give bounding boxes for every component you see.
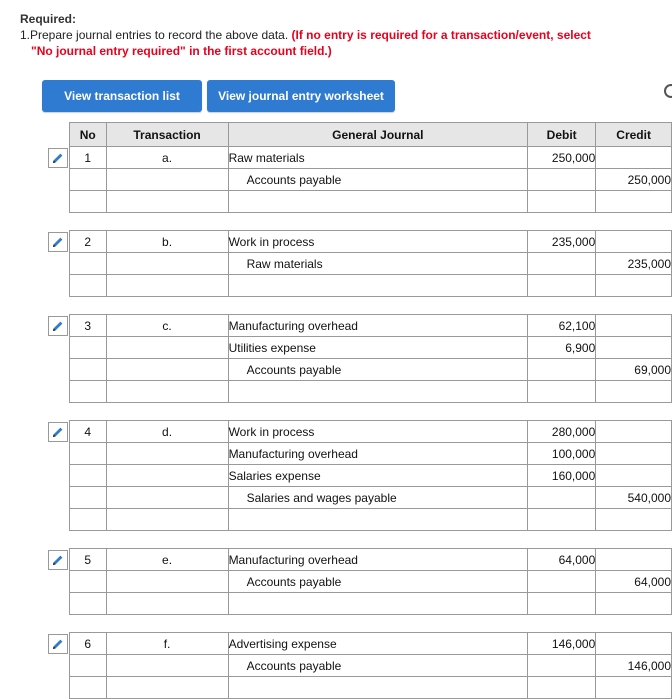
blank-cell[interactable] — [228, 191, 528, 213]
account-field[interactable]: Raw materials — [228, 147, 528, 169]
table-row — [70, 147, 672, 169]
credit-field[interactable]: 250,000 — [596, 169, 672, 191]
debit-field[interactable] — [528, 571, 596, 593]
debit-field[interactable]: 64,000 — [528, 549, 596, 571]
credit-field[interactable] — [596, 549, 672, 571]
table-row — [70, 253, 672, 275]
entry-transaction: a. — [106, 147, 228, 169]
blank-row — [70, 275, 672, 297]
entry-transaction: f. — [106, 633, 228, 655]
blank-cell[interactable] — [228, 381, 528, 403]
spacer-row — [70, 403, 672, 421]
entry-number: 1 — [70, 147, 107, 169]
spacer-row — [70, 297, 672, 315]
credit-field[interactable] — [596, 421, 672, 443]
instruction-text: 1.Prepare journal entries to record the above data. — [20, 28, 289, 42]
blank-cell[interactable] — [596, 593, 672, 615]
entry-number: 2 — [70, 231, 107, 253]
table-row — [70, 487, 672, 509]
table-row — [70, 465, 672, 487]
blank-cell[interactable] — [70, 275, 107, 297]
blank-cell[interactable] — [70, 593, 107, 615]
edit-entry-icon[interactable] — [48, 422, 68, 442]
credit-field[interactable]: 69,000 — [596, 359, 672, 381]
debit-field[interactable] — [528, 655, 596, 677]
table-row — [70, 315, 672, 337]
entry-number: 3 — [70, 315, 107, 337]
blank-cell[interactable] — [106, 677, 228, 699]
account-field[interactable]: Work in process — [228, 421, 528, 443]
debit-field[interactable] — [528, 169, 596, 191]
blank-row — [70, 509, 672, 531]
debit-field[interactable]: 62,100 — [528, 315, 596, 337]
header-no: No — [70, 123, 107, 147]
entry-transaction — [106, 571, 228, 593]
account-field[interactable]: Advertising expense — [228, 633, 528, 655]
blank-cell[interactable] — [106, 275, 228, 297]
account-field[interactable]: Accounts payable — [228, 169, 528, 191]
account-field[interactable]: Work in process — [228, 231, 528, 253]
blank-row — [70, 191, 672, 213]
entry-transaction — [106, 465, 228, 487]
entry-transaction: d. — [106, 421, 228, 443]
blank-cell[interactable] — [70, 677, 107, 699]
entry-number: 6 — [70, 633, 107, 655]
entry-transaction: c. — [106, 315, 228, 337]
blank-cell[interactable] — [596, 191, 672, 213]
spacer-cell — [70, 213, 672, 231]
table-row — [70, 421, 672, 443]
credit-field[interactable] — [596, 633, 672, 655]
spacer-cell — [70, 615, 672, 633]
blank-cell[interactable] — [106, 191, 228, 213]
credit-field[interactable] — [596, 443, 672, 465]
table-row — [70, 443, 672, 465]
credit-field[interactable] — [596, 315, 672, 337]
blank-cell[interactable] — [528, 275, 596, 297]
credit-field[interactable] — [596, 231, 672, 253]
entry-number: 4 — [70, 421, 107, 443]
table-row — [70, 169, 672, 191]
blank-cell[interactable] — [70, 191, 107, 213]
table-row — [70, 633, 672, 655]
blank-row — [70, 381, 672, 403]
entry-transaction — [106, 337, 228, 359]
view-transaction-list-button[interactable]: View transaction list — [42, 80, 202, 112]
entry-number — [70, 465, 107, 487]
account-field[interactable]: Utilities expense — [228, 337, 528, 359]
account-field[interactable]: Salaries and wages payable — [228, 487, 528, 509]
debit-field[interactable]: 160,000 — [528, 465, 596, 487]
debit-field[interactable] — [528, 359, 596, 381]
edit-entry-icon[interactable] — [48, 232, 68, 252]
blank-row — [70, 593, 672, 615]
blank-cell[interactable] — [228, 677, 528, 699]
table-row — [70, 337, 672, 359]
debit-field[interactable]: 100,000 — [528, 443, 596, 465]
account-field[interactable]: Manufacturing overhead — [228, 549, 528, 571]
entry-transaction — [106, 359, 228, 381]
spacer-cell — [70, 531, 672, 549]
entry-transaction: e. — [106, 549, 228, 571]
table-row — [70, 655, 672, 677]
header-general-journal: General Journal — [228, 123, 528, 147]
blank-cell[interactable] — [596, 381, 672, 403]
spacer-row — [70, 615, 672, 633]
account-field[interactable]: Manufacturing overhead — [228, 315, 528, 337]
entry-number — [70, 253, 107, 275]
debit-field[interactable]: 235,000 — [528, 231, 596, 253]
blank-cell[interactable] — [528, 593, 596, 615]
blank-cell[interactable] — [596, 509, 672, 531]
blank-cell[interactable] — [228, 509, 528, 531]
table-row — [70, 549, 672, 571]
blank-cell[interactable] — [228, 593, 528, 615]
account-field[interactable]: Accounts payable — [228, 655, 528, 677]
note-text-1: (If no entry is required for a transaction/event, select — [291, 28, 591, 42]
entry-number — [70, 487, 107, 509]
account-field[interactable]: Manufacturing overhead — [228, 443, 528, 465]
edit-entry-icon[interactable] — [48, 634, 68, 654]
edit-entry-icon[interactable] — [48, 550, 68, 570]
view-journal-entry-worksheet-button[interactable]: View journal entry worksheet — [207, 80, 395, 112]
credit-field[interactable]: 235,000 — [596, 253, 672, 275]
blank-cell[interactable] — [70, 509, 107, 531]
blank-cell[interactable] — [70, 381, 107, 403]
blank-cell[interactable] — [528, 509, 596, 531]
account-field[interactable]: Accounts payable — [228, 359, 528, 381]
blank-cell[interactable] — [106, 381, 228, 403]
account-field[interactable]: Salaries expense — [228, 465, 528, 487]
edit-entry-icon[interactable] — [48, 148, 68, 168]
blank-cell[interactable] — [596, 275, 672, 297]
spacer-cell — [70, 297, 672, 315]
entry-transaction — [106, 443, 228, 465]
blank-cell[interactable] — [106, 593, 228, 615]
header-transaction: Transaction — [106, 123, 228, 147]
blank-cell[interactable] — [596, 677, 672, 699]
debit-field[interactable] — [528, 487, 596, 509]
debit-field[interactable] — [528, 253, 596, 275]
blank-cell[interactable] — [228, 275, 528, 297]
table-row — [70, 571, 672, 593]
blank-cell[interactable] — [528, 191, 596, 213]
credit-field[interactable]: 146,000 — [596, 655, 672, 677]
entry-number — [70, 655, 107, 677]
credit-field[interactable]: 540,000 — [596, 487, 672, 509]
credit-field[interactable]: 64,000 — [596, 571, 672, 593]
table-header-row — [70, 123, 672, 147]
entry-transaction — [106, 169, 228, 191]
table-row — [70, 231, 672, 253]
blank-row — [70, 677, 672, 699]
credit-field[interactable] — [596, 465, 672, 487]
debit-field[interactable]: 6,900 — [528, 337, 596, 359]
account-field[interactable]: Accounts payable — [228, 571, 528, 593]
refresh-icon[interactable] — [664, 84, 672, 98]
debit-field[interactable]: 280,000 — [528, 421, 596, 443]
table-row — [70, 359, 672, 381]
entry-number — [70, 359, 107, 381]
entry-number — [70, 169, 107, 191]
debit-field[interactable]: 250,000 — [528, 147, 596, 169]
debit-field[interactable]: 146,000 — [528, 633, 596, 655]
entry-transaction — [106, 487, 228, 509]
instruction-line — [20, 27, 660, 43]
requirements-block — [20, 11, 660, 59]
blank-cell[interactable] — [106, 509, 228, 531]
account-field[interactable]: Raw materials — [228, 253, 528, 275]
credit-field[interactable] — [596, 337, 672, 359]
entry-transaction — [106, 655, 228, 677]
spacer-cell — [70, 403, 672, 421]
entry-transaction — [106, 253, 228, 275]
entry-transaction: b. — [106, 231, 228, 253]
required-heading: Required: — [20, 12, 77, 26]
edit-entry-icon[interactable] — [48, 316, 68, 336]
spacer-row — [70, 531, 672, 549]
blank-cell[interactable] — [528, 381, 596, 403]
credit-field[interactable] — [596, 147, 672, 169]
spacer-row — [70, 213, 672, 231]
header-debit: Debit — [528, 123, 596, 147]
general-journal-table — [69, 122, 672, 699]
entry-number — [70, 443, 107, 465]
entry-number — [70, 571, 107, 593]
blank-cell[interactable] — [528, 677, 596, 699]
note-text-2: "No journal entry required" in the first account field.) — [31, 44, 332, 58]
header-credit: Credit — [596, 123, 672, 147]
entry-number — [70, 337, 107, 359]
entry-number: 5 — [70, 549, 107, 571]
